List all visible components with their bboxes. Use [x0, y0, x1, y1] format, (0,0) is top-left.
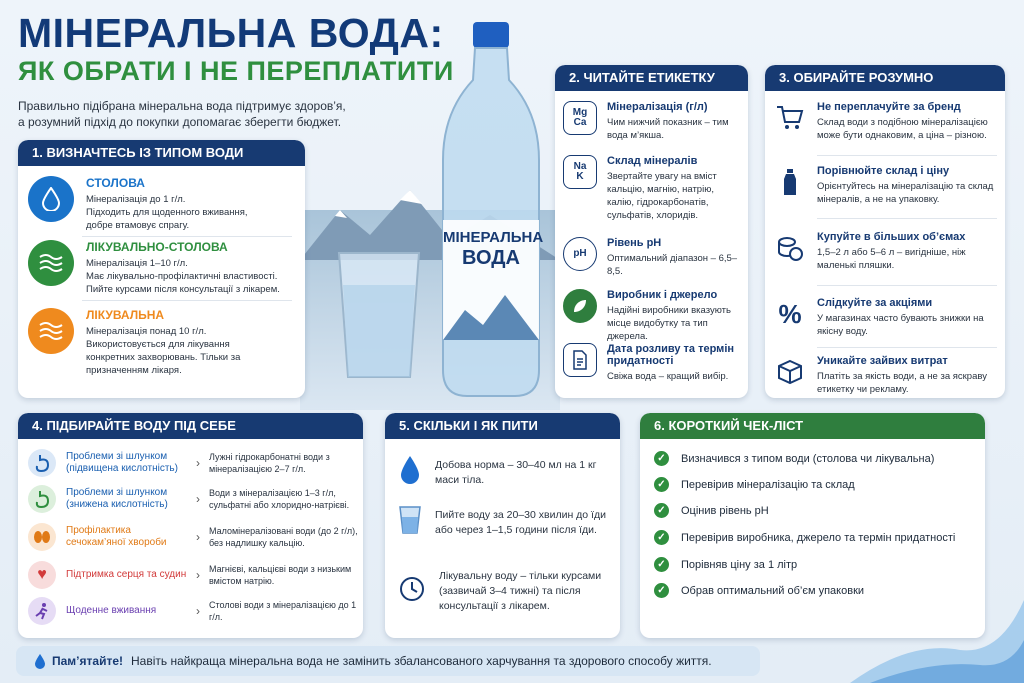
section-4-title: 4. ПІДБИРАЙТЕ ВОДУ ПІД СЕБЕ [18, 413, 363, 439]
smart-item-title: Слідкуйте за акціями [817, 297, 933, 309]
checklist-text: Оцінив рівень pH [681, 504, 769, 517]
type-name: ЛІКУВАЛЬНО-СТОЛОВА [86, 240, 228, 254]
page-subtitle: ЯК ОБРАТИ І НЕ ПЕРЕПЛАТИТИ [18, 56, 454, 86]
type-item-medical [28, 308, 303, 377]
bottle-label-line1: МІНЕРАЛЬНА [443, 229, 544, 246]
smart-item-title: Не переплачуйте за бренд [817, 101, 961, 113]
label-item-desc: Чим нижчий показник – тим вода м’якша. [607, 117, 729, 141]
chevron-right-icon: › [196, 456, 200, 470]
checklist-item [654, 583, 864, 598]
condition-row [28, 481, 363, 517]
checklist-text: Визначився з типом води (столова чи лікувальна) [681, 452, 935, 465]
running-person-icon [28, 597, 56, 625]
type-desc-3: Пийте курсами після консультації з лікарем. [86, 284, 280, 295]
percent-icon: % [778, 298, 802, 329]
na-k-icon: Na K [563, 155, 597, 189]
label-item-title: Рівень pH [607, 237, 662, 249]
waves-icon [28, 240, 74, 286]
type-name: ЛІКУВАЛЬНА [86, 308, 165, 322]
smart-item-title: Порівнюйте склад і ціну [817, 165, 950, 177]
type-desc-1: Мінералізація понад 10 г/л. [86, 326, 207, 337]
checklist-item [654, 477, 855, 492]
smart-item-expenses [773, 355, 998, 396]
condition-row [28, 593, 363, 629]
checklist-text: Перевірив мінералізацію та склад [681, 478, 855, 491]
type-desc-1: Мінералізація 1–10 г/л. [86, 258, 188, 269]
drink-text: Добова норма – 30–40 мл на 1 кг маси тіла. [435, 458, 597, 486]
type-name: СТОЛОВА [86, 176, 145, 190]
drop-icon [28, 176, 74, 222]
condition-name: Щоденне вживання [66, 605, 157, 616]
hero-scene [300, 0, 560, 410]
smart-item-brand [773, 101, 998, 142]
leaf-icon [563, 289, 597, 323]
smart-item-title: Купуйте в більших об’ємах [817, 231, 966, 243]
label-item-date [563, 343, 743, 383]
intro-text: Правильно підібрана мінеральна вода підтримує здоров’я, а розумний підхід до покупки допомагає зберегти бюджет. [18, 99, 346, 129]
section-choose-smart [765, 65, 1005, 398]
chevron-right-icon: › [196, 568, 200, 582]
drink-row [399, 505, 609, 540]
check-icon: ✓ [654, 477, 669, 492]
drink-text: Лікувальну воду – тільки курсами (зазвичай 3–4 тижні) та після консультації з лікарем. [439, 570, 602, 612]
smart-item-title: Уникайте зайвих витрат [817, 355, 948, 367]
smart-item-desc: Платіть за якість води, а не за яскраву етикетку чи рекламу. [817, 371, 987, 395]
type-desc-3: добре втамовує спрагу. [86, 220, 190, 231]
bottle-label [443, 228, 544, 269]
type-item-table [28, 176, 303, 232]
footer-note [16, 646, 760, 676]
page-title: МІНЕРАЛЬНА ВОДА: [18, 10, 444, 56]
condition-row [28, 519, 363, 555]
condition-desc: Лужні гідрокарбонатні води з мінералізацією 2–7 г/л. [209, 452, 330, 474]
label-item-title: Виробник і джерело [607, 289, 718, 301]
condition-desc: Столові води з мінералізацією до 1 г/л. [209, 600, 357, 622]
smart-item-desc: 1,5–2 л або 5–6 л – вигідніше, ніж маленькі пляшки. [817, 247, 966, 271]
checklist-text: Обрав оптимальний об’єм упаковки [681, 584, 865, 597]
check-icon: ✓ [654, 557, 669, 572]
condition-name: Проблеми зі шлунком (підвищена кислотність) [66, 451, 178, 474]
type-desc-4: призначенням лікаря. [86, 365, 182, 376]
label-item-title: Дата розливу та термін придатності [607, 343, 735, 367]
smart-item-desc: Склад води з подібною мінералізацією може бути однаковим, а ціна – різною. [817, 117, 988, 141]
section-how-to-drink [385, 413, 620, 638]
condition-desc: Магнієві, кальцієві води з низьким вмістом натрію. [209, 564, 352, 586]
drop-icon [399, 455, 421, 490]
label-item-desc: Оптимальний діапазон – 6,5–8,5. [607, 253, 738, 277]
checklist-item [654, 503, 769, 518]
bottle-icon [773, 165, 807, 199]
section-5-title: 5. СКІЛЬКИ І ЯК ПИТИ [385, 413, 620, 439]
condition-row [28, 557, 363, 593]
section-1-title: 1. ВИЗНАЧТЕСЬ ІЗ ТИПОМ ВОДИ [18, 140, 305, 166]
type-desc-2: Використовується для лікування [86, 339, 230, 350]
label-item-ph [563, 237, 743, 278]
footer-text: Навіть найкраща мінеральна вода не замінить збалансованого харчування та здорового способу життя. [131, 654, 712, 668]
condition-row [28, 445, 363, 481]
type-desc-2: Підходить для щоденного вживання, [86, 207, 248, 218]
condition-desc: Маломінералізовані води (до 2 г/л), без надлишку кальцію. [209, 526, 358, 548]
label-item-desc: Свіжа вода – кращий вибір. [607, 371, 729, 382]
label-item-desc: Надійні виробники вказують місце видобутку та тип джерела. [607, 305, 731, 342]
smart-item-volume [773, 231, 998, 272]
checklist-item [654, 557, 797, 572]
waves-icon [28, 308, 74, 354]
label-item-title: Склад мінералів [607, 155, 698, 167]
check-icon: ✓ [654, 503, 669, 518]
kidneys-icon [28, 523, 56, 551]
condition-name: Проблеми зі шлунком (знижена кислотність) [66, 487, 168, 510]
smart-item-sales [773, 297, 998, 338]
section-2-title: 2. ЧИТАЙТЕ ЕТИКЕТКУ [555, 65, 748, 91]
checklist-item [654, 451, 934, 466]
condition-name: Підтримка серця та судин [66, 569, 187, 580]
glass-icon [399, 505, 421, 540]
chevron-right-icon: › [196, 604, 200, 618]
box-icon [773, 355, 807, 389]
document-icon [563, 343, 597, 377]
smart-item-desc: У магазинах часто бувають знижки на якісну воду. [817, 313, 984, 337]
heart-icon: ♥ [28, 561, 56, 589]
type-item-medical-table [28, 240, 303, 296]
water-glass-illustration [334, 245, 424, 385]
type-desc-3: конкретних захворювань. Тільки за [86, 352, 241, 363]
ph-icon: pH [563, 237, 597, 271]
bottle-illustration [435, 20, 547, 400]
check-icon: ✓ [654, 583, 669, 598]
drink-row [399, 569, 609, 614]
drop-icon [34, 653, 46, 672]
check-icon: ✓ [654, 530, 669, 545]
section-choose-for-you [18, 413, 363, 638]
water-splash-decoration [850, 560, 1024, 683]
chevron-right-icon: › [196, 492, 200, 506]
section-water-type [18, 140, 305, 398]
label-item-producer [563, 289, 743, 343]
checklist-text: Перевірив виробника, джерело та термін придатності [681, 531, 956, 544]
stomach-icon [28, 485, 56, 513]
label-item-composition [563, 155, 743, 222]
chevron-right-icon: › [196, 530, 200, 544]
footer-strong: Пам’ятайте! [52, 654, 123, 668]
type-desc-2: Має лікувально-профілактичні властивості. [86, 271, 278, 282]
checklist-text: Порівняв ціну за 1 літр [681, 558, 798, 571]
checklist-item [654, 530, 955, 545]
label-item-mineralization [563, 101, 743, 142]
bottle-label-line2: ВОДА [462, 247, 520, 269]
label-item-desc: Звертайте увагу на вміст кальцію, магнію, натрію, калію, гідрокарбонатів, сульфатів, хлоридів. [607, 171, 717, 221]
smart-item-desc: Орієнтуйтесь на мінералізацію та склад мінералів, а не на упаковку. [817, 181, 994, 205]
drink-row [399, 455, 609, 490]
section-read-label [555, 65, 748, 398]
section-6-title: 6. КОРОТКИЙ ЧЕК-ЛІСТ [640, 413, 985, 439]
coins-icon [773, 231, 807, 265]
label-item-title: Мінералізація (г/л) [607, 101, 708, 113]
stomach-icon [28, 449, 56, 477]
mg-ca-icon: Mg Ca [563, 101, 597, 135]
drink-text: Пийте воду за 20–30 хвилин до їди або через 1–1,5 години після їди. [435, 508, 606, 536]
type-desc-1: Мінералізація до 1 г/л. [86, 194, 186, 205]
condition-desc: Води з мінералізацією 1–3 г/л, сульфатні або хлоридно-натрієві. [209, 488, 350, 510]
condition-name: Профілактика сечокам’яної хвороби [66, 525, 167, 548]
cart-icon [773, 101, 807, 135]
smart-item-compare [773, 165, 998, 206]
section-3-title: 3. ОБИРАЙТЕ РОЗУМНО [765, 65, 1005, 91]
clock-icon [399, 576, 425, 607]
check-icon: ✓ [654, 451, 669, 466]
